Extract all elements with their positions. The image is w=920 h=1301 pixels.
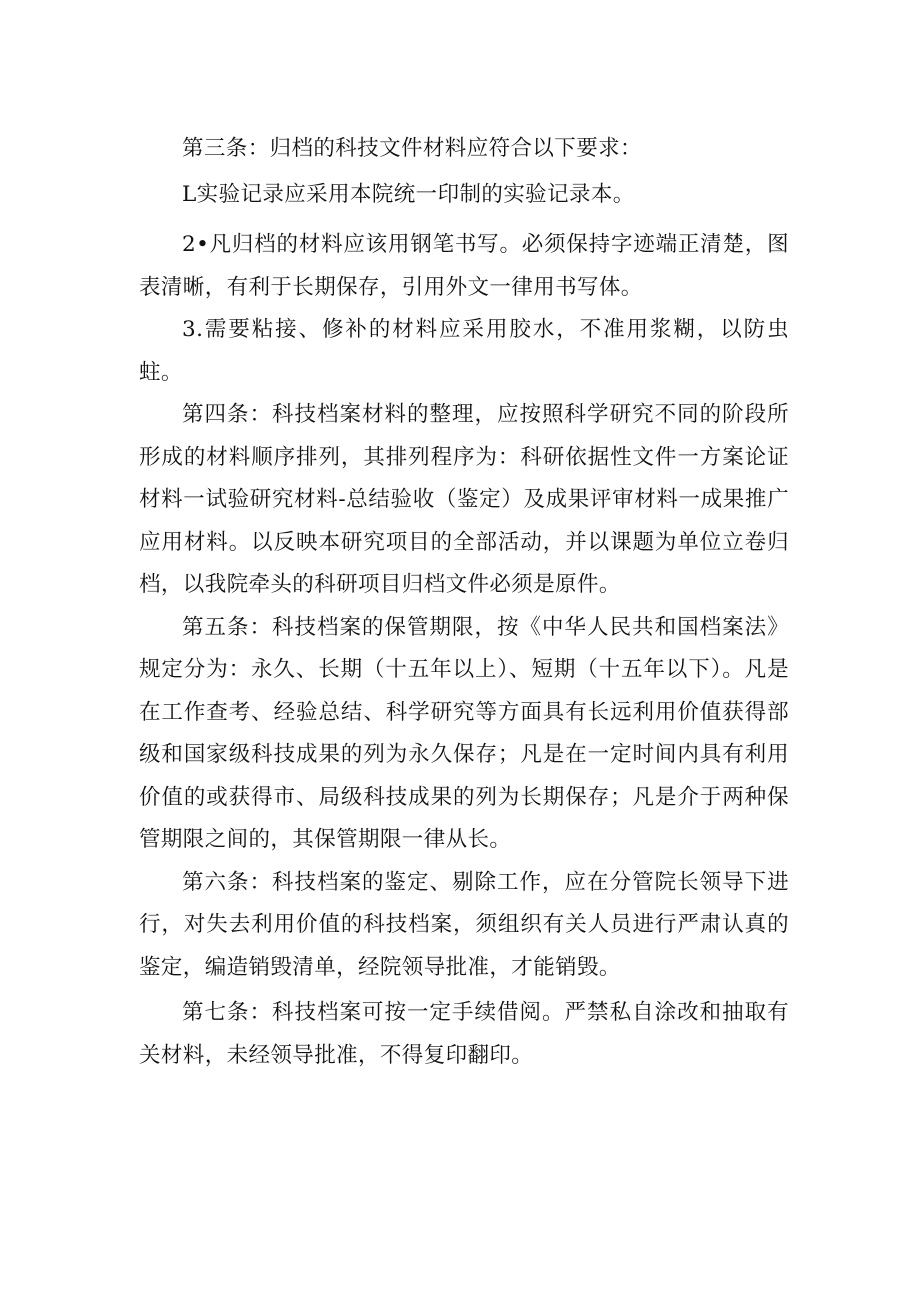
article-4: 第四条：科技档案材料的整理，应按照科学研究不同的阶段所形成的材料顺序排列，其排列程序为：科研依据性文件一方案论证材料一试验研究材料-总结验收（鉴定）及成果评审材料一成果推广应用材料。以反映本研究项目的全部活动，并以课题为单位立卷归档，以我院牵头的科研项目归档文件必须是原件。 bbox=[139, 402, 789, 597]
article-5: 第五条：科技档案的保管期限，按《中华人民共和国档案法》规定分为：永久、长期（十五年以上）、短期（十五年以下）。凡是在工作查考、经验总结、科学研究等方面具有长远利用价值获得部级和国家级科技成果的列为永久保存；凡是在一定时间内具有利用价值的或获得市、局级科技成果的列为长期保存；凡是介于两种保管期限之间的，其保管期限一律从长。 bbox=[139, 614, 789, 852]
article-3-item-3: 3.需要粘接、修补的材料应采用胶水，不准用浆糊，以防虫蛀。 bbox=[139, 317, 789, 385]
article-3-item-2: 2•凡归档的材料应该用钢笔书写。必须保持字迹端正清楚，图表清晰，有利于长期保存，引用外文一律用书写体。 bbox=[139, 232, 789, 300]
article-6: 第六条：科技档案的鉴定、剔除工作，应在分管院长领导下进行，对失去利用价值的科技档案，须组织有关人员进行严肃认真的鉴定，编造销毁清单，经院领导批准，才能销毁。 bbox=[139, 869, 789, 980]
article-3-heading: 第三条：归档的科技文件材料应符合以下要求： bbox=[182, 136, 642, 161]
article-7: 第七条：科技档案可按一定手续借阅。严禁私自涂改和抽取有关材料，未经领导批准，不得复印翻印。 bbox=[139, 1000, 789, 1068]
document-body bbox=[139, 128, 789, 1077]
article-3-item-1: L实验记录应采用本院统一印制的实验记录本。 bbox=[182, 181, 635, 207]
